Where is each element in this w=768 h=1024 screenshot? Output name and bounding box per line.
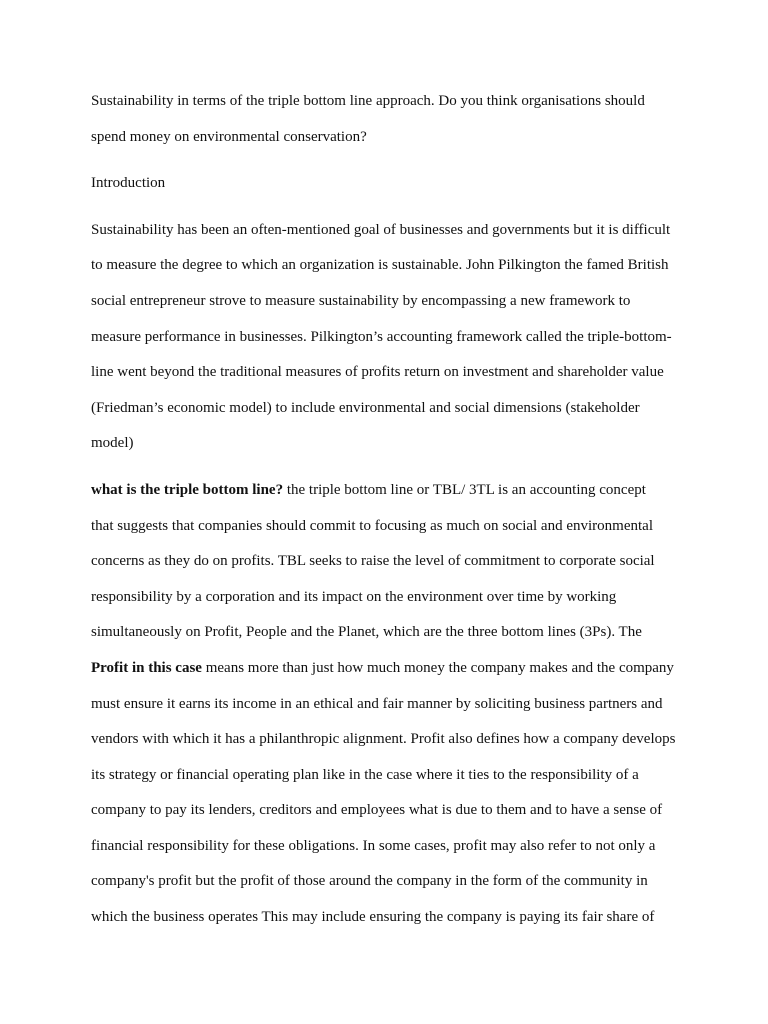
paragraph-line: line went beyond the traditional measures of profits return on investment and shareholder value <box>91 364 664 381</box>
paragraph-line: which the business operates This may include ensuring the company is paying its fair share of <box>91 909 655 926</box>
profit-line-text: means more than just how much money the company makes and the company <box>201 659 674 676</box>
profit-bold: Profit in this case <box>91 659 202 676</box>
document-body <box>91 84 691 947</box>
paragraph-line: simultaneously on Profit, People and the Planet, which are the three bottom lines (3Ps). The <box>91 624 642 641</box>
tbl-line-text: the triple bottom line or TBL/ 3TL is an accounting concept <box>283 481 646 498</box>
paragraph-line: measure performance in businesses. Pilkington’s accounting framework called the triple-bottom- <box>91 328 672 345</box>
paragraph-line: that suggests that companies should commit to focusing as much on social and environmental <box>91 517 653 534</box>
paragraph-line: its strategy or financial operating plan like in the case where it ties to the responsibility of a <box>91 766 639 783</box>
paragraph-line: financial responsibility for these obligations. In some cases, profit may also refer to not only a <box>91 837 656 854</box>
tbl-question-bold: what is the triple bottom line? <box>91 481 284 498</box>
paragraph-line: concerns as they do on profits. TBL seeks to raise the level of commitment to corporate social <box>91 553 655 570</box>
paragraph-line: company's profit but the profit of those around the company in the form of the community in <box>91 873 648 890</box>
paragraph-line: social entrepreneur strove to measure sustainability by encompassing a new framework to <box>91 292 631 309</box>
paragraph-line: must ensure it earns its income in an ethical and fair manner by soliciting business partners and <box>91 695 663 712</box>
document-title <box>91 84 691 155</box>
paragraph-line: Sustainability has been an often-mentioned goal of businesses and governments but it is difficult <box>91 221 671 238</box>
paragraph-line: responsibility by a corporation and its impact on the environment over time by working <box>91 588 617 605</box>
introduction-heading: Introduction <box>91 175 166 192</box>
tbl-paragraph <box>91 473 691 936</box>
paragraph-line <box>91 473 691 509</box>
introduction-paragraph <box>91 213 691 462</box>
paragraph-line: model) <box>91 435 134 452</box>
paragraph-line: vendors with which it has a philanthropic alignment. Profit also defines how a company develops <box>91 731 676 748</box>
paragraph-line: (Friedman’s economic model) to include environmental and social dimensions (stakeholder <box>91 399 640 416</box>
title-line: Sustainability in terms of the triple bottom line approach. Do you think organisations should <box>91 93 645 109</box>
paragraph-line: to measure the degree to which an organization is sustainable. John Pilkington the famed British <box>91 257 669 274</box>
paragraph-line <box>91 651 691 687</box>
title-line: spend money on environmental conservation? <box>91 128 367 145</box>
paragraph-line: company to pay its lenders, creditors and employees what is due to them and to have a sense of <box>91 802 663 819</box>
